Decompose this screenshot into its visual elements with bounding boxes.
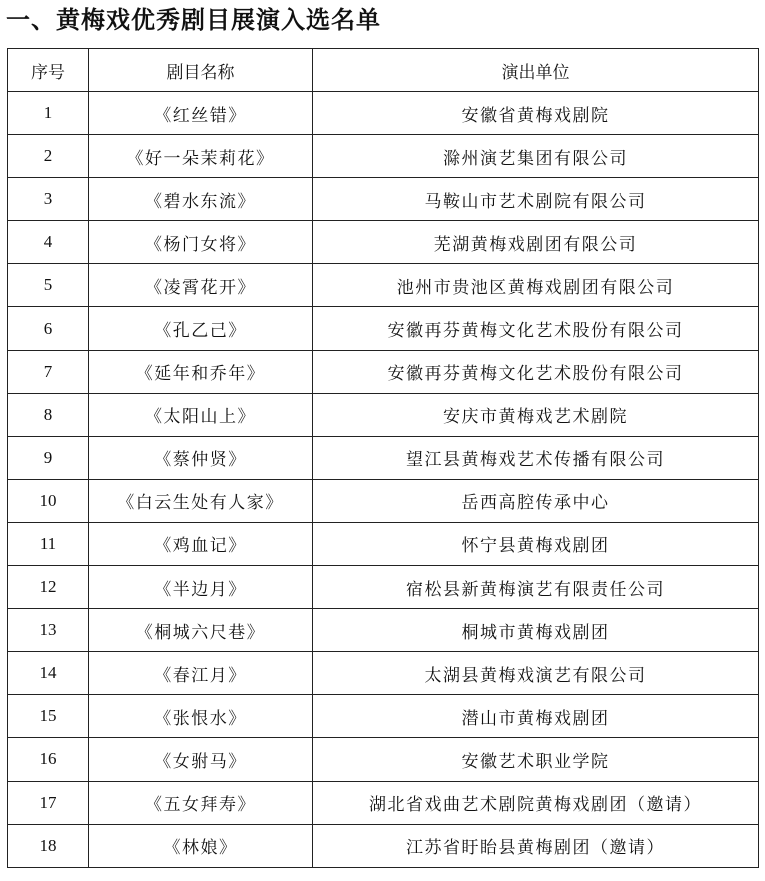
page-title: 一、黄梅戏优秀剧目展演入选名单 [6,6,381,34]
row-no: 10 [8,479,89,522]
selection-table [7,48,759,868]
row-title: 《半边月》 [89,566,313,609]
row-unit: 安徽再芬黄梅文化艺术股份有限公司 [313,350,759,393]
row-no: 7 [8,350,89,393]
table-row [8,824,759,867]
row-title: 《春江月》 [89,652,313,695]
table-row [8,135,759,178]
table-row [8,738,759,781]
table-row [8,393,759,436]
table-row [8,695,759,738]
row-no: 6 [8,307,89,350]
table-row [8,566,759,609]
row-unit: 安徽艺术职业学院 [313,738,759,781]
row-title: 《女驸马》 [89,738,313,781]
row-unit: 望江县黄梅戏艺术传播有限公司 [313,436,759,479]
row-unit: 江苏省盱眙县黄梅剧团（邀请） [313,824,759,867]
row-title: 《太阳山上》 [89,393,313,436]
row-no: 12 [8,566,89,609]
row-no: 16 [8,738,89,781]
row-no: 14 [8,652,89,695]
row-no: 1 [8,92,89,135]
table-row [8,92,759,135]
row-title: 《张恨水》 [89,695,313,738]
row-no: 9 [8,436,89,479]
row-no: 8 [8,393,89,436]
row-no: 13 [8,609,89,652]
table-row [8,350,759,393]
table-row [8,264,759,307]
row-title: 《鸡血记》 [89,522,313,565]
row-title: 《红丝错》 [89,92,313,135]
table-row [8,652,759,695]
row-title: 《凌霄花开》 [89,264,313,307]
row-no: 2 [8,135,89,178]
table-row [8,178,759,221]
table-row [8,221,759,264]
row-unit: 安徽再芬黄梅文化艺术股份有限公司 [313,307,759,350]
row-unit: 潜山市黄梅戏剧团 [313,695,759,738]
row-title: 《桐城六尺巷》 [89,609,313,652]
table-row [8,609,759,652]
row-unit: 岳西高腔传承中心 [313,479,759,522]
row-unit: 安庆市黄梅戏艺术剧院 [313,393,759,436]
table-row [8,479,759,522]
row-unit: 芜湖黄梅戏剧团有限公司 [313,221,759,264]
row-unit: 宿松县新黄梅演艺有限责任公司 [313,566,759,609]
header-unit: 演出单位 [313,49,759,92]
row-title: 《白云生处有人家》 [89,479,313,522]
table-row [8,436,759,479]
header-title: 剧目名称 [89,49,313,92]
table-row [8,307,759,350]
row-unit: 池州市贵池区黄梅戏剧团有限公司 [313,264,759,307]
row-no: 3 [8,178,89,221]
row-title: 《好一朵茉莉花》 [89,135,313,178]
table-row [8,522,759,565]
row-no: 17 [8,781,89,824]
row-unit: 太湖县黄梅戏演艺有限公司 [313,652,759,695]
row-unit: 桐城市黄梅戏剧团 [313,609,759,652]
row-title: 《蔡仲贤》 [89,436,313,479]
row-title: 《林娘》 [89,824,313,867]
row-title: 《杨门女将》 [89,221,313,264]
row-no: 4 [8,221,89,264]
table-header-row [8,49,759,92]
row-unit: 马鞍山市艺术剧院有限公司 [313,178,759,221]
row-unit: 怀宁县黄梅戏剧团 [313,522,759,565]
row-no: 15 [8,695,89,738]
row-title: 《五女拜寿》 [89,781,313,824]
row-unit: 安徽省黄梅戏剧院 [313,92,759,135]
table-row [8,781,759,824]
row-unit: 滁州演艺集团有限公司 [313,135,759,178]
row-no: 18 [8,824,89,867]
row-no: 11 [8,522,89,565]
row-unit: 湖北省戏曲艺术剧院黄梅戏剧团（邀请） [313,781,759,824]
row-title: 《延年和乔年》 [89,350,313,393]
row-title: 《孔乙己》 [89,307,313,350]
row-no: 5 [8,264,89,307]
header-no: 序号 [8,49,89,92]
row-title: 《碧水东流》 [89,178,313,221]
